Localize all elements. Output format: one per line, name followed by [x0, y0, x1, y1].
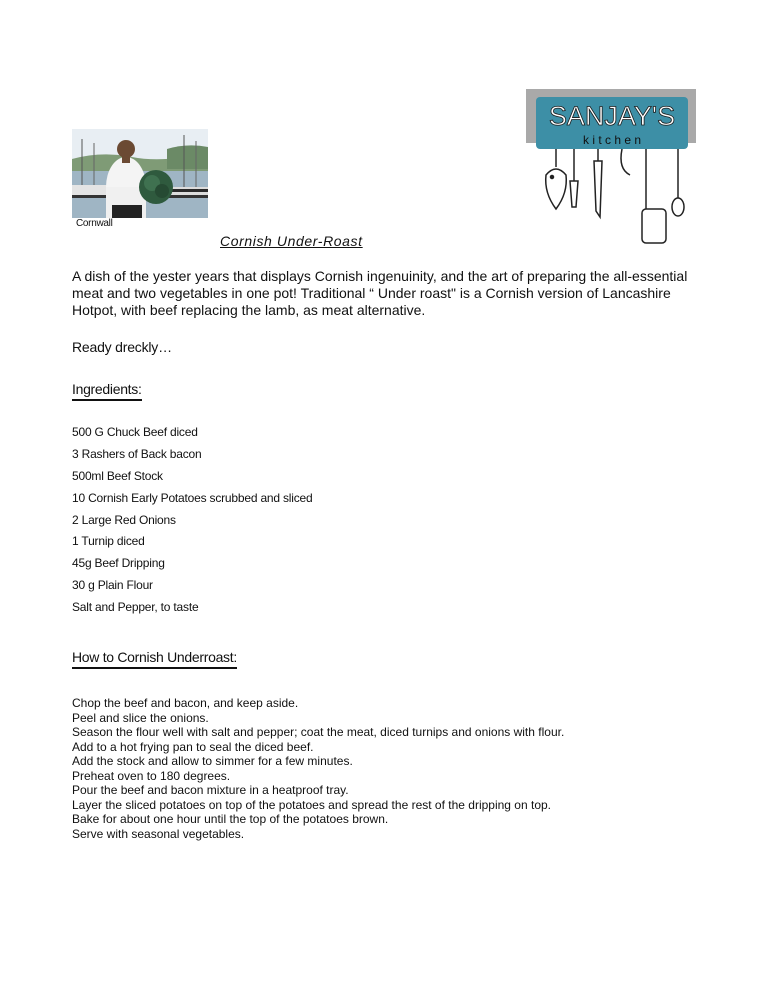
ingredient-item: 3 Rashers of Back bacon [72, 446, 202, 461]
method-step: Preheat oven to 180 degrees. [72, 768, 231, 783]
ingredient-item: 30 g Plain Flour [72, 578, 153, 593]
chef-photo [72, 129, 208, 218]
utensils-illustration [546, 149, 684, 243]
ingredients-list [72, 424, 312, 621]
sanjays-kitchen-logo [526, 89, 696, 249]
ingredient-item: 45g Beef Dripping [72, 556, 165, 571]
method-step: Chop the beef and bacon, and keep aside. [72, 696, 299, 710]
method-step: Season the flour well with salt and pepper; coat the meat, diced turnips and onions with flour. [72, 725, 565, 739]
ingredient-item: Salt and Pepper, to taste [72, 600, 199, 615]
ingredients-heading: Ingredients: [72, 381, 142, 401]
method-heading: How to Cornish Underroast: [72, 649, 237, 669]
ingredient-item: 1 Turnip diced [72, 534, 145, 549]
ready-note: Ready dreckly… [72, 339, 172, 355]
method-step: Bake for about one hour until the top of the potatoes brown. [72, 812, 389, 826]
method-step: Layer the sliced potatoes on top of the potatoes and spread the rest of the dripping on top. [72, 797, 551, 812]
method-steps [72, 696, 564, 841]
method-step: Serve with seasonal vegetables. [72, 826, 245, 841]
ingredient-item: 500 G Chuck Beef diced [72, 425, 198, 439]
ingredient-item: 10 Cornish Early Potatoes scrubbed and sliced [72, 490, 313, 505]
logo-wordmark: SANJAY'S [548, 101, 676, 131]
method-step: Pour the beef and bacon mixture in a heatproof tray. [72, 783, 349, 797]
method-step: Add the stock and allow to simmer for a few minutes. [72, 754, 353, 768]
recipe-title: Cornish Under-Roast [220, 233, 363, 249]
method-step: Peel and slice the onions. [72, 710, 209, 725]
method-step: Add to a hot frying pan to seal the diced beef. [72, 739, 314, 754]
ingredient-item: 2 Large Red Onions [72, 512, 176, 527]
photo-caption: Cornwall [76, 218, 113, 229]
recipe-intro: A dish of the yester years that displays Cornish ingenuinity, and the art of preparing the all-essential meat and two vegetables in one pot! Traditional “ Under roast" is a Cornish version of Lancashire Hotpot, with beef replacing the lamb, as meat alternative. [72, 268, 688, 318]
ingredient-item: 500ml Beef Stock [72, 468, 163, 483]
logo-subtitle: k i t c h e n [582, 133, 642, 147]
